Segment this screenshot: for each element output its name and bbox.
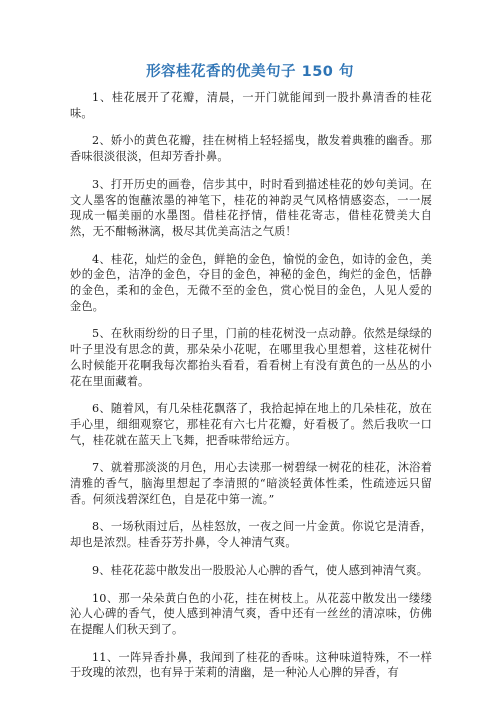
paragraph-1: 1、桂花展开了花瓣，清晨，一开门就能闻到一股扑鼻清香的桂花味。 xyxy=(70,91,432,120)
paragraph-3: 3、打开历史的画卷，信步其中，时时看到描述桂花的妙句美词。在文人墨客的饱蘸浓墨的神笔下，桂花的神韵灵气风格情感姿态，一一展现成一幅美丽的水墨图。借桂花抒情，借桂花寄志，借桂花赞美大自然，无不酣畅淋漓，极尽其优美高洁之气质！ xyxy=(70,177,432,238)
document-title: 形容桂花香的优美句子 150 句 xyxy=(146,64,354,80)
paragraph-5: 5、在秋雨纷纷的日子里，门前的桂花树没一点动静。依然是绿绿的叶子里没有思念的黄，那朵朵小花呢，在哪里我心里想着，这桂花树什么时候能开花啊我每次都抬头看看，看看树上有没有黄色的一丛丛的小花在里面藏着。 xyxy=(70,327,432,388)
paragraph-10: 10、那一朵朵黄白色的小花，挂在树枝上。从花蕊中散发出一缕缕沁人心碑的香气，使人感到神清气爽，香中还有一丝丝的清凉味，仿佛在提醒人们秋天到了。 xyxy=(70,591,432,636)
paragraph-8: 8、一场秋雨过后，丛桂怒放，一夜之间一片金黄。你说它是清香，却也是浓烈。桂香芬芳扑鼻，令人神清气爽。 xyxy=(70,520,432,550)
paragraph-7: 7、就着那淡淡的月色，用心去读那一树碧绿一树花的桂花，沐浴着清雅的香气，脑海里想起了李清照的“暗淡轻黄体性柔，性疏迹远只留香。何须浅碧深红色，自是花中第一流。” xyxy=(70,461,432,506)
document-body xyxy=(70,90,432,693)
paragraph-6: 6、随着风，有几朵桂花飘落了，我拾起掉在地上的几朵桂花，放在手心里，细细观察它，那桂花有六七片花瓣，好看极了。然后我吹一口气，桂花就在蓝天上飞舞，把香味带给远方。 xyxy=(70,402,432,447)
paragraph-9: 9、桂花花蕊中散发出一股股沁人心脾的香气，使人感到神清气爽。 xyxy=(92,563,429,577)
paragraph-4: 4、桂花，灿烂的金色，鲜艳的金色，愉悦的金色，如诗的金色，美妙的金色，洁净的金色，夺目的金色，神秘的金色，绚烂的金色，恬静的金色，柔和的金色，无微不至的金色，赏心悦目的金色，人见人爱的金色。 xyxy=(70,252,432,313)
paragraph-11: 11、一阵异香扑鼻，我闻到了桂花的香味。这种味道特殊，不一样于玫瑰的浓烈，也有异于茉莉的清幽，是一种沁人心脾的异香，有 xyxy=(70,650,432,680)
paragraph-2: 2、娇小的黄色花瓣，挂在树梢上轻轻摇曳，散发着典雅的幽香。那香味很淡很淡，但却芳香扑鼻。 xyxy=(70,134,432,164)
